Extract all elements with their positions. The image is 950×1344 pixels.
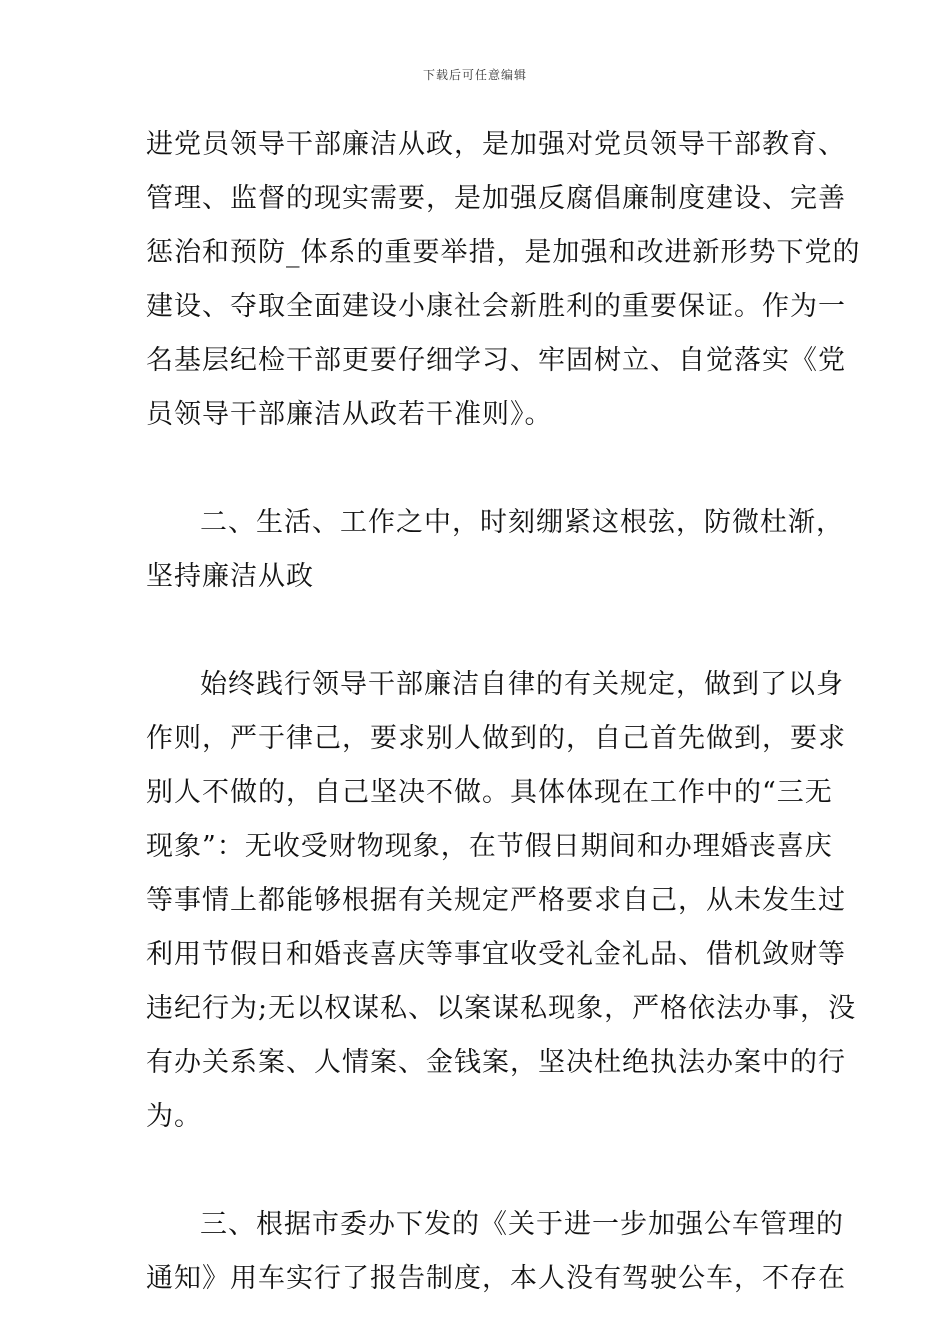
paragraph-spacer — [146, 442, 806, 496]
text-line: 建设、夺取全面建设小康社会新胜利的重要保证。作为一 — [146, 291, 846, 322]
page-header-note: 下载后可任意编辑 — [422, 68, 527, 82]
text-line: 管理、监督的现实需要，是加强反腐倡廉制度建设、完善 — [146, 183, 846, 214]
text-line: 员领导干部廉洁从政若干准则》。 — [146, 399, 553, 430]
paragraph-3 — [146, 658, 857, 1144]
paragraph-spacer — [146, 1144, 806, 1198]
text-line: 现象”：无收受财物现象，在节假日期间和办理婚丧喜庆 — [146, 831, 833, 862]
text-line: 等事情上都能够根据有关规定严格要求自己，从未发生过 — [146, 885, 846, 916]
text-line: 有办关系案、人情案、金钱案，坚决杜绝执法办案中的行 — [146, 1047, 846, 1078]
text-line: 名基层纪检干部更要仔细学习、牢固树立、自觉落实《党 — [146, 345, 846, 376]
text-line: 三、根据市委办下发的《关于进一步加强公车管理的 — [200, 1209, 844, 1240]
text-line: 始终践行领导干部廉洁自律的有关规定，做到了以身 — [200, 669, 844, 700]
paragraph-spacer — [146, 604, 806, 658]
text-line: 坚持廉洁从政 — [146, 561, 314, 592]
text-line: 别人不做的，自己坚决不做。具体体现在工作中的“三无 — [146, 777, 833, 808]
document-body — [146, 118, 861, 1306]
text-line: 通知》用车实行了报告制度，本人没有驾驶公车，不存在 — [146, 1263, 846, 1294]
text-line: 为。 — [146, 1101, 202, 1132]
text-line: 作则，严于律己，要求别人做到的，自己首先做到，要求 — [146, 723, 846, 754]
text-line: 利用节假日和婚丧喜庆等事宜收受礼金礼品、借机敛财等 — [146, 939, 846, 970]
text-line: 惩治和预防_体系的重要举措，是加强和改进新形势下党的 — [146, 237, 861, 268]
text-line: 违纪行为;无以权谋私、以案谋私现象，严格依法办事，没 — [146, 993, 857, 1024]
paragraph-1 — [146, 118, 861, 442]
section-heading-3 — [146, 1198, 846, 1306]
section-heading-2 — [146, 496, 844, 604]
text-line: 二、生活、工作之中，时刻绷紧这根弦，防微杜渐， — [200, 507, 844, 538]
text-line: 进党员领导干部廉洁从政，是加强对党员领导干部教育、 — [146, 129, 846, 160]
